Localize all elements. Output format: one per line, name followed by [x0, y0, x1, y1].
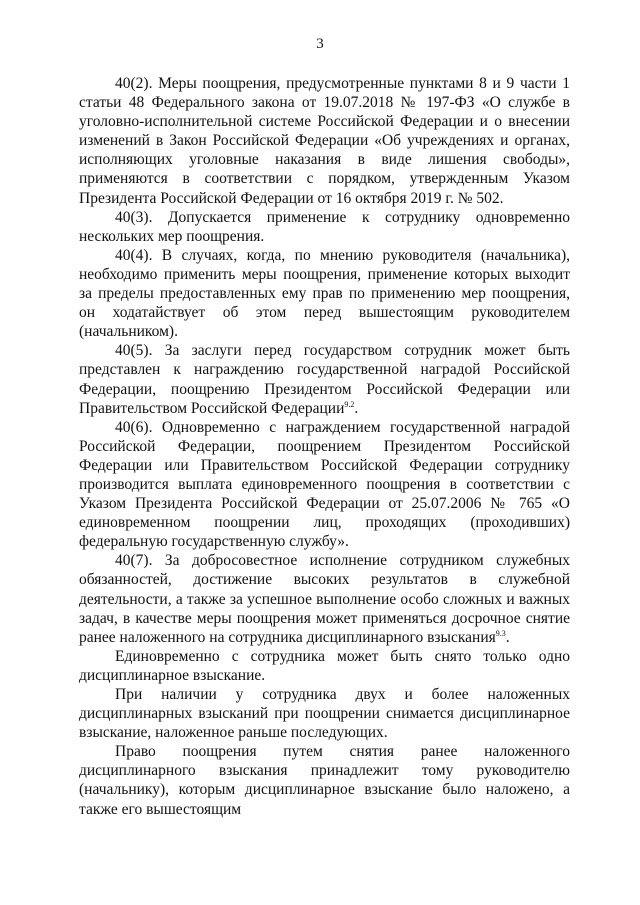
paragraph-40-5-end: . — [354, 399, 359, 417]
paragraph-40-2: 40(2). Меры поощрения, предусмотренные пунктами 8 и 9 части 1 статьи 48 Федерального закона от 19.07.2018 № 197-ФЗ «О службе в уголовно-исполнительной системе Российской Федерации и о внесении изменений в Закон Российской Федерации «Об учреждениях и органах, исполняющих уголовные наказания в виде лишения свободы», применяются в соответствии с порядком, утвержденным Указом Президента Российской Федерации от 16 октября 2019 г. № 502. — [79, 75, 570, 207]
footnote-ref-9-2: 9.2 — [344, 399, 355, 409]
page-number: 3 — [316, 36, 324, 52]
paragraph-40-7 — [79, 551, 570, 646]
footnote-ref-9-3: 9.3 — [495, 628, 506, 638]
paragraph-40-7-end: . — [505, 628, 510, 646]
paragraph-multiple-penalties: При наличии у сотрудника двух и более наложенных дисциплинарных взысканий при поощрении снимается дисциплинарное взыскание, наложенное раньше последующих. — [79, 686, 570, 742]
paragraph-40-4: 40(4). В случаях, когда, по мнению руководителя (начальника), необходимо применить меры поощрения, применение которых выходит за пределы предоставленных ему прав по применению мер поощрения, он ходатайствует об этом перед вышестоящим руководителем (начальником). — [79, 246, 570, 341]
paragraph-40-7-text: 40(7). За добросовестное исполнение сотрудником служебных обязанностей, достижение высоких результатов в служебной деятельности, а также за успешное выполнение особо сложных и важных задач, в качестве меры поощрения может применяться досрочное снятие ранее наложенного на сотрудника дисциплинарного взыскания — [79, 552, 570, 646]
document-body — [79, 74, 570, 819]
paragraph-removal-right: Право поощрения путем снятия ранее наложенного дисциплинарного взыскания принадлежит тому руководителю (начальнику), которым дисциплинарное взыскание было наложено, а также его вышестоящим — [79, 743, 570, 818]
paragraph-40-5 — [79, 341, 570, 417]
paragraph-40-3: 40(3). Допускается применение к сотруднику одновременно нескольких мер поощрения. — [79, 208, 570, 245]
paragraph-40-6: 40(6). Одновременно с награждением государственной наградой Российской Федерации, поощрением Президентом Российской Федерации или Правительством Российской Федерации сотруднику производится выплата единовременного поощрения в соответствии с Указом Президента Российской Федерации от 25.07.2006 № 765 «О единовременном поощрении лиц, проходящих (проходивших) федеральную государственную службу». — [79, 418, 570, 551]
paragraph-single-penalty: Единовременно с сотрудника может быть снято только одно дисциплинарное взыскание. — [79, 647, 570, 684]
paragraph-40-5-text: 40(5). За заслуги перед государством сотрудник может быть представлен к награждению государственной наградой Российской Федерации, поощрению Президентом Российской Федерации или Правительством Российской Федерации — [79, 342, 570, 417]
